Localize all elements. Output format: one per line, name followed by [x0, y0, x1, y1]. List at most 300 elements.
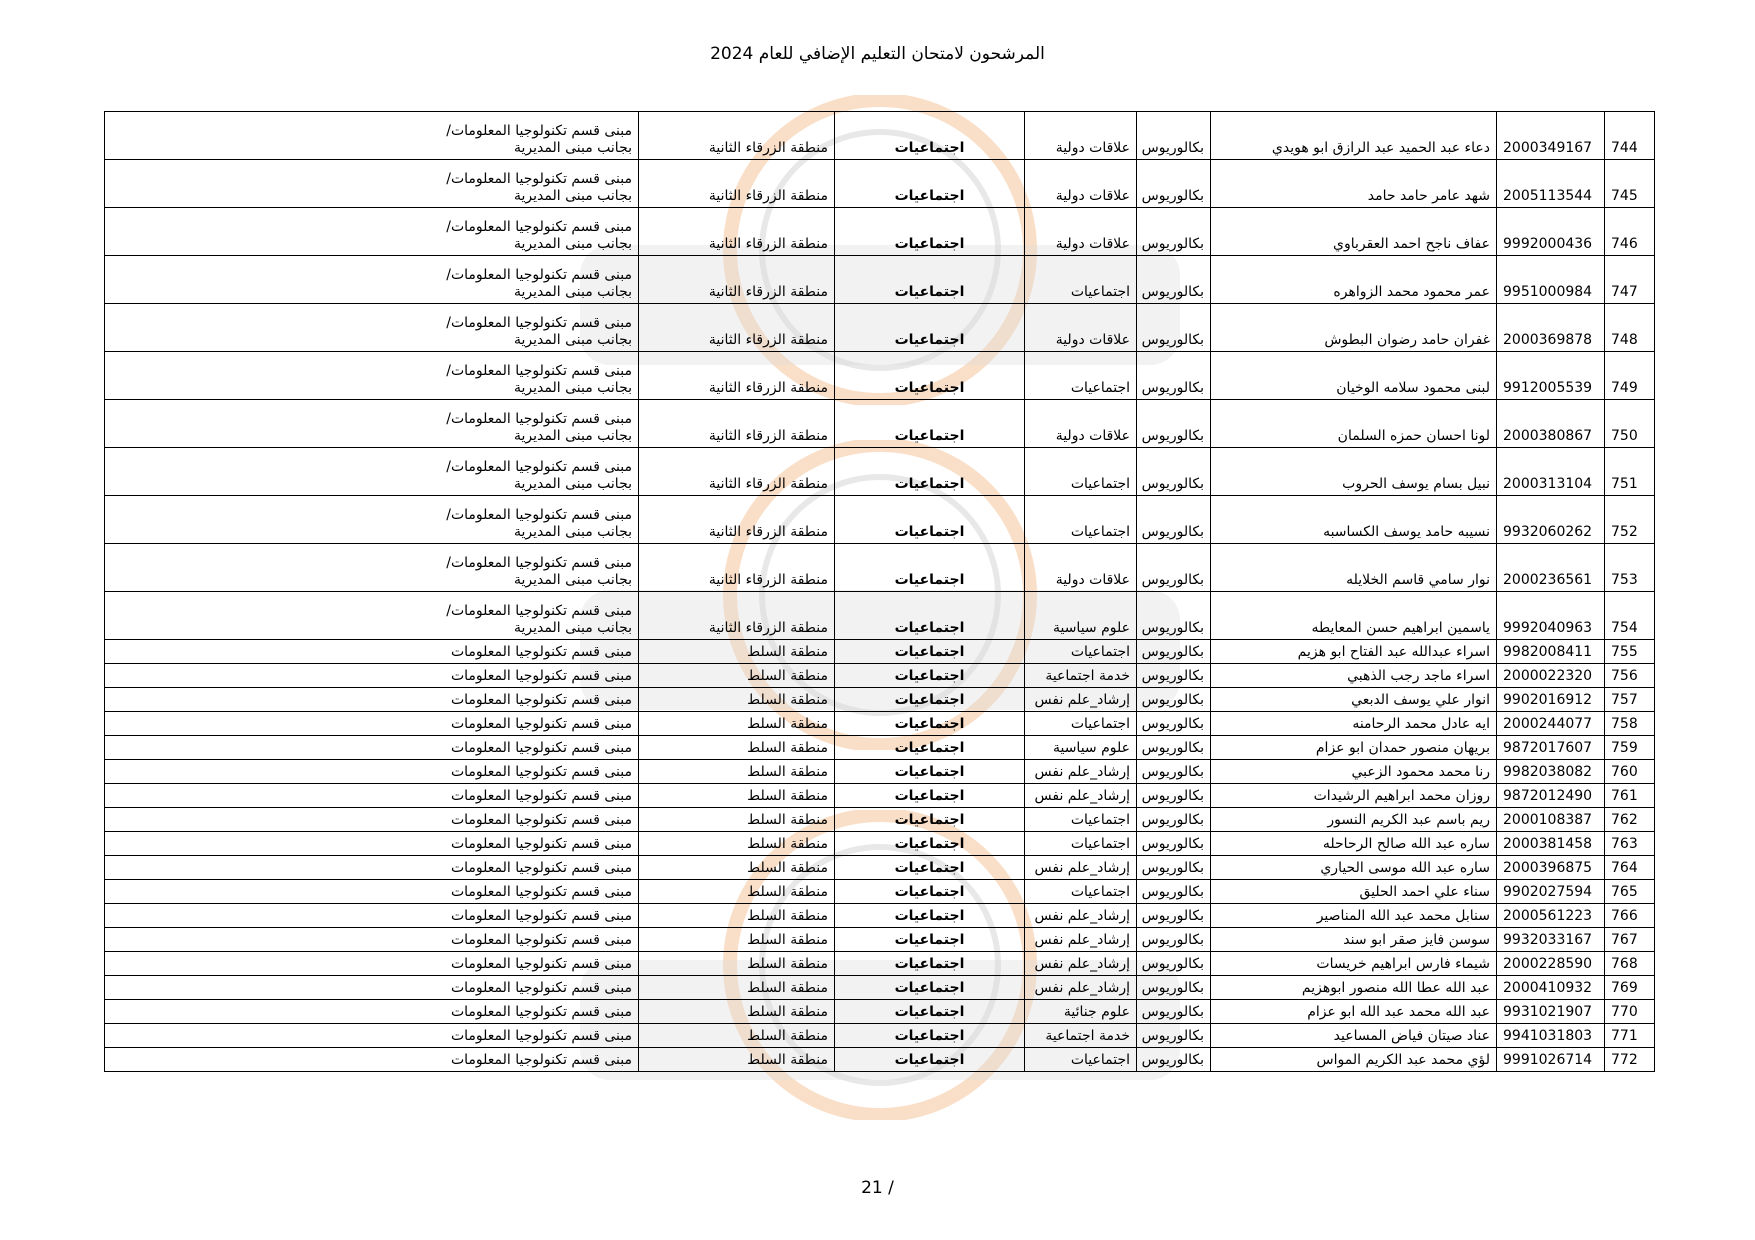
subject-branch-cell: اجتماعيات [835, 544, 1025, 592]
education-region-cell: منطقة الزرقاء الثانية [639, 208, 835, 256]
exam-location-line: مبنى قسم تكنولوجيا المعلومات [450, 740, 632, 756]
candidate-id-cell: 9932060262 [1497, 496, 1605, 544]
candidate-name-cell: رنا محمد محمود الزعبي [1211, 760, 1497, 784]
candidate-name-cell: نسيبه حامد يوسف الكساسبه [1211, 496, 1497, 544]
row-number-cell: 745 [1605, 160, 1655, 208]
candidate-id-cell: 2000313104 [1497, 448, 1605, 496]
candidate-id-cell: 9872017607 [1497, 736, 1605, 760]
candidate-name-cell: عمر محمود محمد الزواهره [1211, 256, 1497, 304]
specialization-cell: اجتماعيات [1025, 448, 1137, 496]
specialization-cell: إرشاد_علم نفس [1025, 760, 1137, 784]
candidate-id-cell: 2000410932 [1497, 976, 1605, 1000]
row-number-cell: 771 [1605, 1024, 1655, 1048]
candidate-id-cell: 9982008411 [1497, 640, 1605, 664]
exam-location-cell [105, 808, 639, 832]
table-row [105, 544, 1655, 592]
table-row [105, 640, 1655, 664]
row-number-cell: 749 [1605, 352, 1655, 400]
exam-location-cell [105, 928, 639, 952]
candidate-id-cell: 9941031803 [1497, 1024, 1605, 1048]
candidate-id-cell: 9912005539 [1497, 352, 1605, 400]
subject-branch-cell: اجتماعيات [835, 976, 1025, 1000]
table-row [105, 688, 1655, 712]
education-region-cell: منطقة السلط [639, 712, 835, 736]
education-region-cell: منطقة السلط [639, 664, 835, 688]
subject-branch-cell: اجتماعيات [835, 400, 1025, 448]
degree-cell: بكالوريوس [1137, 976, 1211, 1000]
degree-cell: بكالوريوس [1137, 928, 1211, 952]
exam-location-line: مبنى قسم تكنولوجيا المعلومات [450, 860, 632, 876]
exam-location-cell [105, 952, 639, 976]
degree-cell: بكالوريوس [1137, 592, 1211, 640]
exam-location-line: مبنى قسم تكنولوجيا المعلومات [450, 1004, 632, 1020]
table-row [105, 112, 1655, 160]
page-number: 21 / [861, 1178, 894, 1198]
row-number-cell: 748 [1605, 304, 1655, 352]
exam-location-cell [105, 208, 639, 256]
education-region-cell: منطقة السلط [639, 760, 835, 784]
table-row [105, 592, 1655, 640]
education-region-cell: منطقة الزرقاء الثانية [639, 160, 835, 208]
candidate-name-cell: بريهان منصور حمدان ابو عزام [1211, 736, 1497, 760]
row-number-cell: 754 [1605, 592, 1655, 640]
candidate-id-cell: 9951000984 [1497, 256, 1605, 304]
specialization-cell: علاقات دولية [1025, 544, 1137, 592]
exam-location-cell [105, 736, 639, 760]
exam-location-line: بجانب مبنى المديرية [514, 620, 632, 636]
exam-location-cell [105, 1000, 639, 1024]
degree-cell: بكالوريوس [1137, 664, 1211, 688]
exam-location-cell [105, 352, 639, 400]
specialization-cell: اجتماعيات [1025, 352, 1137, 400]
specialization-cell: إرشاد_علم نفس [1025, 856, 1137, 880]
exam-location-line: بجانب مبنى المديرية [514, 428, 632, 444]
education-region-cell: منطقة الزرقاء الثانية [639, 400, 835, 448]
candidate-id-cell: 9872012490 [1497, 784, 1605, 808]
degree-cell: بكالوريوس [1137, 640, 1211, 664]
candidate-name-cell: اسراء عبدالله عبد الفتاح ابو هزيم [1211, 640, 1497, 664]
degree-cell: بكالوريوس [1137, 952, 1211, 976]
row-number-cell: 760 [1605, 760, 1655, 784]
degree-cell: بكالوريوس [1137, 1024, 1211, 1048]
education-region-cell: منطقة الزرقاء الثانية [639, 352, 835, 400]
subject-branch-cell: اجتماعيات [835, 856, 1025, 880]
subject-branch-cell: اجتماعيات [835, 448, 1025, 496]
table-row [105, 976, 1655, 1000]
education-region-cell: منطقة السلط [639, 808, 835, 832]
candidate-name-cell: انوار علي يوسف الدبعي [1211, 688, 1497, 712]
row-number-cell: 761 [1605, 784, 1655, 808]
table-row [105, 880, 1655, 904]
specialization-cell: علاقات دولية [1025, 208, 1137, 256]
row-number-cell: 751 [1605, 448, 1655, 496]
education-region-cell: منطقة الزرقاء الثانية [639, 304, 835, 352]
row-number-cell: 768 [1605, 952, 1655, 976]
table-row [105, 400, 1655, 448]
table-row [105, 1000, 1655, 1024]
specialization-cell: علاقات دولية [1025, 160, 1137, 208]
candidate-name-cell: روزان محمد ابراهيم الرشيدات [1211, 784, 1497, 808]
subject-branch-cell: اجتماعيات [835, 1024, 1025, 1048]
row-number-cell: 753 [1605, 544, 1655, 592]
specialization-cell: اجتماعيات [1025, 712, 1137, 736]
table-row [105, 736, 1655, 760]
degree-cell: بكالوريوس [1137, 400, 1211, 448]
row-number-cell: 763 [1605, 832, 1655, 856]
row-number-cell: 769 [1605, 976, 1655, 1000]
candidate-name-cell: دعاء عبد الحميد عبد الرازق ابو هويدي [1211, 112, 1497, 160]
specialization-cell: علوم جنائية [1025, 1000, 1137, 1024]
exam-location-line: مبنى قسم تكنولوجيا المعلومات/ [446, 363, 632, 379]
candidate-id-cell: 9902016912 [1497, 688, 1605, 712]
exam-location-cell [105, 664, 639, 688]
table-row [105, 760, 1655, 784]
exam-location-line: بجانب مبنى المديرية [514, 332, 632, 348]
degree-cell: بكالوريوس [1137, 1048, 1211, 1072]
table-row [105, 160, 1655, 208]
degree-cell: بكالوريوس [1137, 496, 1211, 544]
table-row [105, 352, 1655, 400]
subject-branch-cell: اجتماعيات [835, 112, 1025, 160]
candidate-id-cell: 2000396875 [1497, 856, 1605, 880]
degree-cell: بكالوريوس [1137, 808, 1211, 832]
candidate-name-cell: ريم باسم عبد الكريم النسور [1211, 808, 1497, 832]
row-number-cell: 755 [1605, 640, 1655, 664]
exam-location-line: مبنى قسم تكنولوجيا المعلومات [450, 836, 632, 852]
degree-cell: بكالوريوس [1137, 904, 1211, 928]
education-region-cell: منطقة السلط [639, 976, 835, 1000]
exam-location-cell [105, 256, 639, 304]
exam-location-cell [105, 160, 639, 208]
exam-location-line: مبنى قسم تكنولوجيا المعلومات [450, 1028, 632, 1044]
specialization-cell: علاقات دولية [1025, 112, 1137, 160]
specialization-cell: إرشاد_علم نفس [1025, 952, 1137, 976]
table-row [105, 1024, 1655, 1048]
exam-location-line: بجانب مبنى المديرية [514, 476, 632, 492]
candidate-name-cell: لونا احسان حمزه السلمان [1211, 400, 1497, 448]
degree-cell: بكالوريوس [1137, 856, 1211, 880]
education-region-cell: منطقة السلط [639, 784, 835, 808]
exam-location-cell [105, 304, 639, 352]
exam-location-line: مبنى قسم تكنولوجيا المعلومات [450, 1052, 632, 1068]
candidate-id-cell: 2000369878 [1497, 304, 1605, 352]
row-number-cell: 762 [1605, 808, 1655, 832]
exam-location-line: مبنى قسم تكنولوجيا المعلومات/ [446, 219, 632, 235]
exam-location-line: مبنى قسم تكنولوجيا المعلومات [450, 764, 632, 780]
row-number-cell: 772 [1605, 1048, 1655, 1072]
education-region-cell: منطقة السلط [639, 1024, 835, 1048]
degree-cell: بكالوريوس [1137, 448, 1211, 496]
degree-cell: بكالوريوس [1137, 832, 1211, 856]
candidate-id-cell: 2000244077 [1497, 712, 1605, 736]
exam-location-cell [105, 544, 639, 592]
exam-location-line: مبنى قسم تكنولوجيا المعلومات [450, 692, 632, 708]
table-row [105, 832, 1655, 856]
specialization-cell: خدمة اجتماعية [1025, 664, 1137, 688]
exam-location-line: مبنى قسم تكنولوجيا المعلومات [450, 908, 632, 924]
subject-branch-cell: اجتماعيات [835, 784, 1025, 808]
degree-cell: بكالوريوس [1137, 736, 1211, 760]
degree-cell: بكالوريوس [1137, 544, 1211, 592]
row-number-cell: 746 [1605, 208, 1655, 256]
specialization-cell: اجتماعيات [1025, 808, 1137, 832]
degree-cell: بكالوريوس [1137, 352, 1211, 400]
subject-branch-cell: اجتماعيات [835, 664, 1025, 688]
education-region-cell: منطقة السلط [639, 952, 835, 976]
row-number-cell: 758 [1605, 712, 1655, 736]
candidate-id-cell: 9992000436 [1497, 208, 1605, 256]
education-region-cell: منطقة الزرقاء الثانية [639, 112, 835, 160]
education-region-cell: منطقة السلط [639, 688, 835, 712]
education-region-cell: منطقة السلط [639, 640, 835, 664]
specialization-cell: إرشاد_علم نفس [1025, 976, 1137, 1000]
education-region-cell: منطقة الزرقاء الثانية [639, 592, 835, 640]
candidate-name-cell: لؤي محمد عبد الكريم المواس [1211, 1048, 1497, 1072]
candidate-id-cell: 9902027594 [1497, 880, 1605, 904]
exam-location-cell [105, 112, 639, 160]
subject-branch-cell: اجتماعيات [835, 736, 1025, 760]
subject-branch-cell: اجتماعيات [835, 1048, 1025, 1072]
exam-location-line: مبنى قسم تكنولوجيا المعلومات [450, 716, 632, 732]
specialization-cell: إرشاد_علم نفس [1025, 784, 1137, 808]
candidate-id-cell: 2000349167 [1497, 112, 1605, 160]
table-row [105, 1048, 1655, 1072]
subject-branch-cell: اجتماعيات [835, 304, 1025, 352]
row-number-cell: 770 [1605, 1000, 1655, 1024]
exam-location-line: مبنى قسم تكنولوجيا المعلومات [450, 932, 632, 948]
specialization-cell: اجتماعيات [1025, 832, 1137, 856]
row-number-cell: 759 [1605, 736, 1655, 760]
table-row [105, 496, 1655, 544]
candidate-name-cell: ايه عادل محمد الرحامنه [1211, 712, 1497, 736]
candidate-name-cell: غفران حامد رضوان البطوش [1211, 304, 1497, 352]
education-region-cell: منطقة السلط [639, 880, 835, 904]
row-number-cell: 765 [1605, 880, 1655, 904]
candidate-name-cell: سوسن فايز صقر ابو سند [1211, 928, 1497, 952]
page-title: المرشحون لامتحان التعليم الإضافي للعام 2024 [710, 44, 1045, 64]
candidate-id-cell: 2000022320 [1497, 664, 1605, 688]
subject-branch-cell: اجتماعيات [835, 712, 1025, 736]
candidate-name-cell: نبيل بسام يوسف الحروب [1211, 448, 1497, 496]
subject-branch-cell: اجتماعيات [835, 352, 1025, 400]
table-row [105, 952, 1655, 976]
exam-location-cell [105, 832, 639, 856]
exam-location-line: مبنى قسم تكنولوجيا المعلومات/ [446, 555, 632, 571]
education-region-cell: منطقة السلط [639, 1000, 835, 1024]
exam-location-line: بجانب مبنى المديرية [514, 140, 632, 156]
candidate-name-cell: سنابل محمد عبد الله المناصير [1211, 904, 1497, 928]
candidate-name-cell: نوار سامي قاسم الخلايله [1211, 544, 1497, 592]
row-number-cell: 764 [1605, 856, 1655, 880]
degree-cell: بكالوريوس [1137, 112, 1211, 160]
exam-location-line: مبنى قسم تكنولوجيا المعلومات [450, 644, 632, 660]
subject-branch-cell: اجتماعيات [835, 880, 1025, 904]
degree-cell: بكالوريوس [1137, 760, 1211, 784]
degree-cell: بكالوريوس [1137, 688, 1211, 712]
exam-location-line: بجانب مبنى المديرية [514, 188, 632, 204]
exam-location-cell [105, 640, 639, 664]
specialization-cell: اجتماعيات [1025, 640, 1137, 664]
candidate-id-cell: 9931021907 [1497, 1000, 1605, 1024]
specialization-cell: علوم سياسية [1025, 736, 1137, 760]
education-region-cell: منطقة الزرقاء الثانية [639, 544, 835, 592]
specialization-cell: اجتماعيات [1025, 256, 1137, 304]
exam-location-cell [105, 688, 639, 712]
exam-location-line: بجانب مبنى المديرية [514, 572, 632, 588]
exam-location-line: مبنى قسم تكنولوجيا المعلومات/ [446, 171, 632, 187]
subject-branch-cell: اجتماعيات [835, 760, 1025, 784]
candidate-id-cell: 2000381458 [1497, 832, 1605, 856]
row-number-cell: 744 [1605, 112, 1655, 160]
exam-location-cell [105, 448, 639, 496]
subject-branch-cell: اجتماعيات [835, 904, 1025, 928]
exam-location-cell [105, 976, 639, 1000]
candidate-name-cell: عفاف ناجح احمد العقرباوي [1211, 208, 1497, 256]
degree-cell: بكالوريوس [1137, 1000, 1211, 1024]
exam-location-cell [105, 904, 639, 928]
specialization-cell: خدمة اجتماعية [1025, 1024, 1137, 1048]
exam-location-cell [105, 400, 639, 448]
candidate-id-cell: 2000561223 [1497, 904, 1605, 928]
subject-branch-cell: اجتماعيات [835, 496, 1025, 544]
exam-location-line: مبنى قسم تكنولوجيا المعلومات [450, 980, 632, 996]
row-number-cell: 757 [1605, 688, 1655, 712]
row-number-cell: 756 [1605, 664, 1655, 688]
subject-branch-cell: اجتماعيات [835, 208, 1025, 256]
row-number-cell: 750 [1605, 400, 1655, 448]
candidate-id-cell: 9982038082 [1497, 760, 1605, 784]
education-region-cell: منطقة السلط [639, 832, 835, 856]
candidate-name-cell: ساره عبد الله موسى الحياري [1211, 856, 1497, 880]
subject-branch-cell: اجتماعيات [835, 808, 1025, 832]
exam-location-line: مبنى قسم تكنولوجيا المعلومات/ [446, 507, 632, 523]
exam-location-cell [105, 856, 639, 880]
degree-cell: بكالوريوس [1137, 256, 1211, 304]
degree-cell: بكالوريوس [1137, 784, 1211, 808]
exam-location-line: مبنى قسم تكنولوجيا المعلومات [450, 668, 632, 684]
specialization-cell: علاقات دولية [1025, 400, 1137, 448]
exam-location-line: بجانب مبنى المديرية [514, 284, 632, 300]
table-row [105, 784, 1655, 808]
subject-branch-cell: اجتماعيات [835, 256, 1025, 304]
exam-location-cell [105, 760, 639, 784]
row-number-cell: 767 [1605, 928, 1655, 952]
table-row [105, 448, 1655, 496]
candidates-table [104, 111, 1655, 1072]
candidate-name-cell: ساره عبد الله صالح الرحاحله [1211, 832, 1497, 856]
exam-location-line: مبنى قسم تكنولوجيا المعلومات [450, 788, 632, 804]
row-number-cell: 752 [1605, 496, 1655, 544]
specialization-cell: إرشاد_علم نفس [1025, 928, 1137, 952]
exam-location-line: بجانب مبنى المديرية [514, 236, 632, 252]
table-row [105, 256, 1655, 304]
subject-branch-cell: اجتماعيات [835, 928, 1025, 952]
education-region-cell: منطقة السلط [639, 904, 835, 928]
exam-location-line: مبنى قسم تكنولوجيا المعلومات [450, 812, 632, 828]
exam-location-line: بجانب مبنى المديرية [514, 524, 632, 540]
education-region-cell: منطقة السلط [639, 856, 835, 880]
candidate-name-cell: عناد صيتان فياض المساعيد [1211, 1024, 1497, 1048]
table-row [105, 208, 1655, 256]
education-region-cell: منطقة الزرقاء الثانية [639, 256, 835, 304]
candidate-id-cell: 2000108387 [1497, 808, 1605, 832]
education-region-cell: منطقة الزرقاء الثانية [639, 448, 835, 496]
candidate-name-cell: ياسمين ابراهيم حسن المعايطه [1211, 592, 1497, 640]
specialization-cell: علوم سياسية [1025, 592, 1137, 640]
candidate-id-cell: 9991026714 [1497, 1048, 1605, 1072]
subject-branch-cell: اجتماعيات [835, 592, 1025, 640]
candidate-name-cell: سناء علي احمد الحليق [1211, 880, 1497, 904]
subject-branch-cell: اجتماعيات [835, 832, 1025, 856]
education-region-cell: منطقة السلط [639, 928, 835, 952]
row-number-cell: 766 [1605, 904, 1655, 928]
candidate-name-cell: شيماء فارس ابراهيم خريسات [1211, 952, 1497, 976]
exam-location-line: مبنى قسم تكنولوجيا المعلومات/ [446, 267, 632, 283]
candidate-name-cell: اسراء ماجد رجب الذهبي [1211, 664, 1497, 688]
table-row [105, 856, 1655, 880]
subject-branch-cell: اجتماعيات [835, 160, 1025, 208]
candidate-name-cell: شهد عامر حامد حامد [1211, 160, 1497, 208]
subject-branch-cell: اجتماعيات [835, 1000, 1025, 1024]
exam-location-line: مبنى قسم تكنولوجيا المعلومات/ [446, 603, 632, 619]
table-row [105, 304, 1655, 352]
specialization-cell: إرشاد_علم نفس [1025, 688, 1137, 712]
degree-cell: بكالوريوس [1137, 304, 1211, 352]
specialization-cell: اجتماعيات [1025, 496, 1137, 544]
exam-location-line: مبنى قسم تكنولوجيا المعلومات/ [446, 411, 632, 427]
table-row [105, 904, 1655, 928]
candidate-id-cell: 2000380867 [1497, 400, 1605, 448]
candidate-name-cell: لبنى محمود سلامه الوخيان [1211, 352, 1497, 400]
education-region-cell: منطقة السلط [639, 736, 835, 760]
subject-branch-cell: اجتماعيات [835, 688, 1025, 712]
candidate-id-cell: 2005113544 [1497, 160, 1605, 208]
degree-cell: بكالوريوس [1137, 712, 1211, 736]
specialization-cell: اجتماعيات [1025, 1048, 1137, 1072]
exam-location-line: مبنى قسم تكنولوجيا المعلومات [450, 884, 632, 900]
table-row [105, 808, 1655, 832]
candidate-name-cell: عبد الله محمد عبد الله ابو عزام [1211, 1000, 1497, 1024]
exam-location-cell [105, 784, 639, 808]
row-number-cell: 747 [1605, 256, 1655, 304]
table-row [105, 928, 1655, 952]
subject-branch-cell: اجتماعيات [835, 640, 1025, 664]
exam-location-cell [105, 592, 639, 640]
candidate-id-cell: 2000228590 [1497, 952, 1605, 976]
candidate-id-cell: 2000236561 [1497, 544, 1605, 592]
candidate-id-cell: 9992040963 [1497, 592, 1605, 640]
degree-cell: بكالوريوس [1137, 160, 1211, 208]
exam-location-line: مبنى قسم تكنولوجيا المعلومات/ [446, 459, 632, 475]
exam-location-line: مبنى قسم تكنولوجيا المعلومات/ [446, 123, 632, 139]
exam-location-line: مبنى قسم تكنولوجيا المعلومات/ [446, 315, 632, 331]
degree-cell: بكالوريوس [1137, 208, 1211, 256]
degree-cell: بكالوريوس [1137, 880, 1211, 904]
specialization-cell: اجتماعيات [1025, 880, 1137, 904]
exam-location-cell [105, 712, 639, 736]
specialization-cell: إرشاد_علم نفس [1025, 904, 1137, 928]
exam-location-cell [105, 880, 639, 904]
specialization-cell: علاقات دولية [1025, 304, 1137, 352]
exam-location-cell [105, 1024, 639, 1048]
exam-location-line: بجانب مبنى المديرية [514, 380, 632, 396]
exam-location-cell [105, 1048, 639, 1072]
education-region-cell: منطقة الزرقاء الثانية [639, 496, 835, 544]
exam-location-line: مبنى قسم تكنولوجيا المعلومات [450, 956, 632, 972]
candidate-id-cell: 9932033167 [1497, 928, 1605, 952]
education-region-cell: منطقة السلط [639, 1048, 835, 1072]
table-row [105, 664, 1655, 688]
